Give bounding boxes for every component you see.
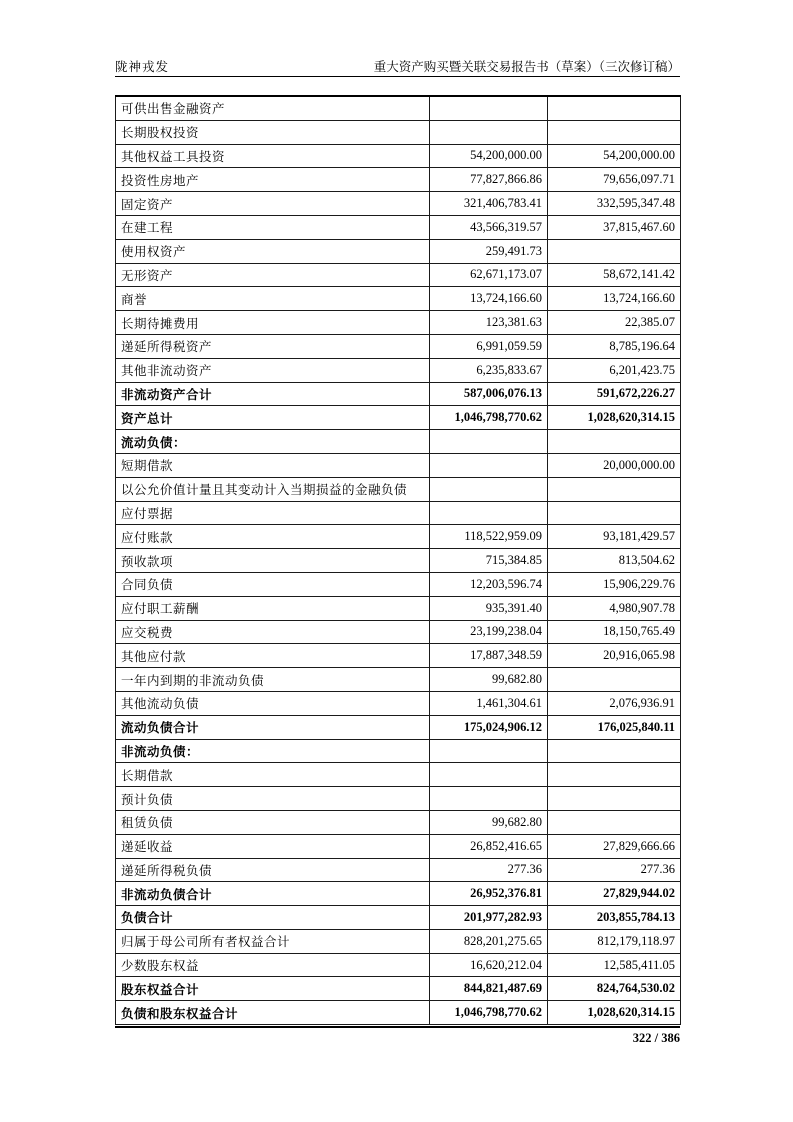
balance-table-body xyxy=(116,96,681,1025)
value-col2 xyxy=(548,120,681,144)
table-row xyxy=(116,834,681,858)
row-label: 投资性房地产 xyxy=(116,168,430,192)
table-row xyxy=(116,929,681,953)
table-row xyxy=(116,477,681,501)
row-label: 预收款项 xyxy=(116,549,430,573)
page-number: 322 / 386 xyxy=(632,1031,680,1045)
value-col2: 2,076,936.91 xyxy=(548,691,681,715)
value-col1: 62,671,173.07 xyxy=(430,263,548,287)
value-col1: 99,682.80 xyxy=(430,810,548,834)
row-label: 负债和股东权益合计 xyxy=(116,1001,430,1025)
table-row xyxy=(116,596,681,620)
row-label: 其他流动负债 xyxy=(116,691,430,715)
value-col1: 12,203,596.74 xyxy=(430,572,548,596)
value-col2: 4,980,907.78 xyxy=(548,596,681,620)
value-col2: 22,385.07 xyxy=(548,311,681,335)
row-label: 递延所得税负债 xyxy=(116,858,430,882)
value-col1: 23,199,238.04 xyxy=(430,620,548,644)
value-col2: 812,179,118.97 xyxy=(548,929,681,953)
value-col2: 8,785,196.64 xyxy=(548,334,681,358)
table-row xyxy=(116,953,681,977)
row-label: 应交税费 xyxy=(116,620,430,644)
value-col1: 26,952,376.81 xyxy=(430,882,548,906)
value-col2: 1,028,620,314.15 xyxy=(548,406,681,430)
row-label: 一年内到期的非流动负债 xyxy=(116,668,430,692)
value-col2 xyxy=(548,477,681,501)
value-col2: 58,672,141.42 xyxy=(548,263,681,287)
value-col1: 6,235,833.67 xyxy=(430,358,548,382)
value-col2 xyxy=(548,668,681,692)
table-row xyxy=(116,334,681,358)
row-label: 长期借款 xyxy=(116,763,430,787)
value-col1: 1,046,798,770.62 xyxy=(430,1001,548,1025)
value-col1: 587,006,076.13 xyxy=(430,382,548,406)
row-label: 短期借款 xyxy=(116,453,430,477)
table-row xyxy=(116,453,681,477)
value-col2 xyxy=(548,96,681,120)
row-label: 合同负债 xyxy=(116,572,430,596)
table-row xyxy=(116,810,681,834)
row-label: 无形资产 xyxy=(116,263,430,287)
balance-sheet-table-container xyxy=(115,95,680,1028)
table-row xyxy=(116,668,681,692)
row-label: 应付账款 xyxy=(116,525,430,549)
row-label: 应付票据 xyxy=(116,501,430,525)
value-col1: 1,046,798,770.62 xyxy=(430,406,548,430)
value-col2: 1,028,620,314.15 xyxy=(548,1001,681,1025)
row-label: 负债合计 xyxy=(116,906,430,930)
row-label: 非流动负债合计 xyxy=(116,882,430,906)
value-col1 xyxy=(430,120,548,144)
table-row xyxy=(116,382,681,406)
header-report-title: 重大资产购买暨关联交易报告书（草案）（三次修订稿） xyxy=(373,60,680,74)
row-label: 预计负债 xyxy=(116,787,430,811)
row-label: 资产总计 xyxy=(116,406,430,430)
value-col1 xyxy=(430,430,548,454)
value-col1 xyxy=(430,787,548,811)
row-label: 流动负债合计 xyxy=(116,715,430,739)
row-label: 长期待摊费用 xyxy=(116,311,430,335)
table-row xyxy=(116,787,681,811)
table-row xyxy=(116,691,681,715)
value-col2: 93,181,429.57 xyxy=(548,525,681,549)
value-col1: 844,821,487.69 xyxy=(430,977,548,1001)
value-col1: 16,620,212.04 xyxy=(430,953,548,977)
row-label: 其他非流动资产 xyxy=(116,358,430,382)
value-col2: 277.36 xyxy=(548,858,681,882)
value-col1: 123,381.63 xyxy=(430,311,548,335)
value-col1: 6,991,059.59 xyxy=(430,334,548,358)
table-row xyxy=(116,192,681,216)
value-col1: 13,724,166.60 xyxy=(430,287,548,311)
value-col2 xyxy=(548,501,681,525)
row-label: 流动负债： xyxy=(116,430,430,454)
row-label: 以公允价值计量且其变动计入当期损益的金融负债 xyxy=(116,477,430,501)
table-row xyxy=(116,287,681,311)
table-row xyxy=(116,239,681,263)
value-col1 xyxy=(430,453,548,477)
table-row xyxy=(116,572,681,596)
row-label: 少数股东权益 xyxy=(116,953,430,977)
value-col2: 27,829,666.66 xyxy=(548,834,681,858)
table-row xyxy=(116,501,681,525)
table-row xyxy=(116,430,681,454)
value-col1: 99,682.80 xyxy=(430,668,548,692)
row-label: 租赁负债 xyxy=(116,810,430,834)
value-col2: 20,916,065.98 xyxy=(548,644,681,668)
value-col1: 1,461,304.61 xyxy=(430,691,548,715)
header-divider xyxy=(115,76,680,77)
table-row xyxy=(116,858,681,882)
row-label: 应付职工薪酬 xyxy=(116,596,430,620)
value-col2 xyxy=(548,739,681,763)
value-col2: 6,201,423.75 xyxy=(548,358,681,382)
value-col2: 13,724,166.60 xyxy=(548,287,681,311)
row-label: 其他权益工具投资 xyxy=(116,144,430,168)
value-col2 xyxy=(548,239,681,263)
value-col2: 37,815,467.60 xyxy=(548,215,681,239)
table-row xyxy=(116,977,681,1001)
value-col1: 54,200,000.00 xyxy=(430,144,548,168)
table-row xyxy=(116,549,681,573)
value-col2: 813,504.62 xyxy=(548,549,681,573)
value-col2: 332,595,347.48 xyxy=(548,192,681,216)
row-label: 归属于母公司所有者权益合计 xyxy=(116,929,430,953)
value-col2: 203,855,784.13 xyxy=(548,906,681,930)
table-row xyxy=(116,263,681,287)
table-row xyxy=(116,906,681,930)
value-col1: 935,391.40 xyxy=(430,596,548,620)
header-company-name: 陇神戎发 xyxy=(115,60,170,74)
row-label: 商誉 xyxy=(116,287,430,311)
table-row xyxy=(116,144,681,168)
table-row xyxy=(116,620,681,644)
value-col1: 17,887,348.59 xyxy=(430,644,548,668)
row-label: 其他应付款 xyxy=(116,644,430,668)
value-col2: 15,906,229.76 xyxy=(548,572,681,596)
table-row xyxy=(116,96,681,120)
value-col1 xyxy=(430,96,548,120)
value-col2 xyxy=(548,763,681,787)
value-col1: 277.36 xyxy=(430,858,548,882)
row-label: 可供出售金融资产 xyxy=(116,96,430,120)
value-col2 xyxy=(548,810,681,834)
value-col2: 12,585,411.05 xyxy=(548,953,681,977)
value-col1: 118,522,959.09 xyxy=(430,525,548,549)
table-row xyxy=(116,311,681,335)
value-col2 xyxy=(548,787,681,811)
value-col1: 43,566,319.57 xyxy=(430,215,548,239)
value-col1: 828,201,275.65 xyxy=(430,929,548,953)
value-col2: 176,025,840.11 xyxy=(548,715,681,739)
table-row xyxy=(116,168,681,192)
table-row xyxy=(116,525,681,549)
row-label: 在建工程 xyxy=(116,215,430,239)
table-row xyxy=(116,406,681,430)
value-col2: 79,656,097.71 xyxy=(548,168,681,192)
value-col1 xyxy=(430,477,548,501)
row-label: 股东权益合计 xyxy=(116,977,430,1001)
value-col2 xyxy=(548,430,681,454)
value-col2: 27,829,944.02 xyxy=(548,882,681,906)
row-label: 非流动资产合计 xyxy=(116,382,430,406)
table-bottom-rule xyxy=(115,1026,680,1028)
balance-sheet-table xyxy=(115,95,681,1025)
table-row xyxy=(116,120,681,144)
value-col2: 20,000,000.00 xyxy=(548,453,681,477)
value-col2: 591,672,226.27 xyxy=(548,382,681,406)
value-col1 xyxy=(430,739,548,763)
table-row xyxy=(116,763,681,787)
value-col1: 715,384.85 xyxy=(430,549,548,573)
value-col1: 26,852,416.65 xyxy=(430,834,548,858)
value-col2: 54,200,000.00 xyxy=(548,144,681,168)
row-label: 固定资产 xyxy=(116,192,430,216)
value-col2: 18,150,765.49 xyxy=(548,620,681,644)
row-label: 递延所得税资产 xyxy=(116,334,430,358)
value-col1: 201,977,282.93 xyxy=(430,906,548,930)
table-row xyxy=(116,644,681,668)
table-row xyxy=(116,739,681,763)
row-label: 长期股权投资 xyxy=(116,120,430,144)
value-col1: 259,491.73 xyxy=(430,239,548,263)
value-col1: 321,406,783.41 xyxy=(430,192,548,216)
row-label: 递延收益 xyxy=(116,834,430,858)
table-row xyxy=(116,358,681,382)
value-col1 xyxy=(430,763,548,787)
table-row xyxy=(116,715,681,739)
value-col2: 824,764,530.02 xyxy=(548,977,681,1001)
value-col1: 175,024,906.12 xyxy=(430,715,548,739)
row-label: 非流动负债： xyxy=(116,739,430,763)
table-row xyxy=(116,215,681,239)
value-col1: 77,827,866.86 xyxy=(430,168,548,192)
row-label: 使用权资产 xyxy=(116,239,430,263)
table-row xyxy=(116,1001,681,1025)
value-col1 xyxy=(430,501,548,525)
table-row xyxy=(116,882,681,906)
